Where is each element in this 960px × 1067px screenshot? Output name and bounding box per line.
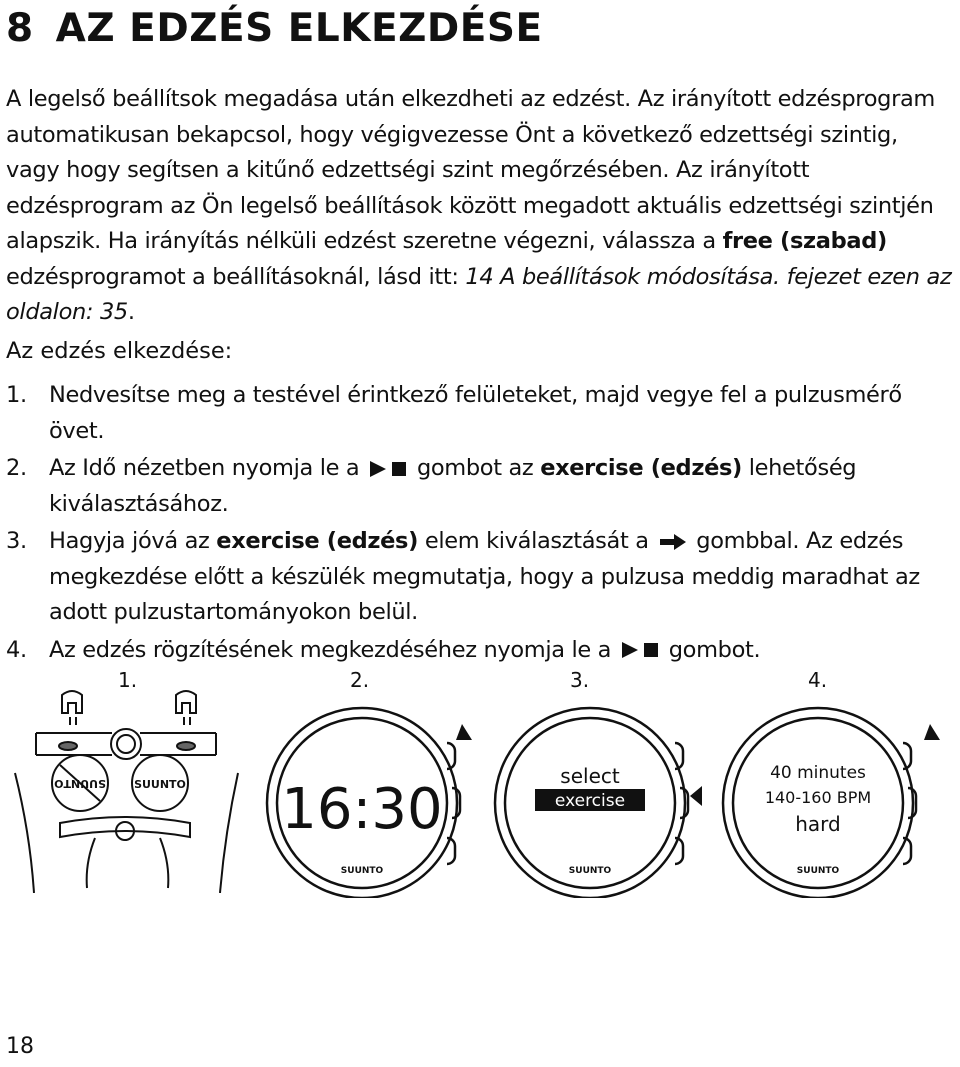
figure-label-3: 3. (570, 668, 590, 692)
step-item (6, 524, 958, 631)
chapter-number: 8 (6, 6, 34, 51)
illustration-row (0, 668, 960, 898)
watch-brand: SUUNTO (568, 866, 612, 876)
figure-label-2: 2. (350, 668, 370, 692)
step-item (6, 633, 958, 669)
step-text: Az edzés rögzítésének megkezdéséhez nyomja le a (49, 636, 612, 663)
free-term: free (szabad) (722, 228, 887, 254)
step-item (6, 378, 958, 449)
step-text: gombot az (410, 455, 541, 481)
start-stop-icon (620, 640, 660, 660)
step-item (6, 451, 958, 522)
watch-line-1: 40 minutes (770, 763, 866, 783)
steps-list (6, 378, 958, 670)
step-text: Hagyja jóvá az (49, 528, 217, 554)
step-text: Nedvesítse meg a testével érintkező felületeket, majd vegye fel a pulzusmérő övet. (49, 382, 902, 444)
watch-brand: SUUNTO (340, 866, 384, 876)
steps-heading: Az edzés elkezdése: (6, 338, 233, 364)
sensor-brand-text: SUUNTO (134, 778, 186, 791)
intro-text-1: A legelső beállítsok megadása után elkezdheti az edzést. Az irányított edzésprogram automatikusan bekapcsol, hogy végigvezesse Önt a következő edzettségi szintig, vagy hogy segítsen a kitűnő edzettségi szint megőrzésében. Az irányított edzésprogram az Ön legelső beállítások között megadott aktuális edzettségi szintjén alapszik. Ha irányítás nélküli edzést szeretne végezni, válassza a (6, 86, 935, 254)
step-number: 4. (6, 636, 27, 663)
watch-line-1: select (560, 764, 620, 788)
exercise-term: exercise (edzés) (216, 528, 419, 554)
enter-arrow-icon (658, 532, 688, 552)
watch-select-exercise (490, 688, 712, 898)
step-number: 3. (6, 528, 27, 554)
step-text: elem kiválasztását a (418, 528, 649, 554)
figure-label-1: 1. (118, 668, 138, 692)
intro-paragraph (6, 82, 956, 331)
watch-hr-range (718, 688, 960, 898)
start-stop-icon (368, 459, 408, 479)
exercise-term: exercise (edzés) (540, 455, 742, 481)
page-number: 18 (6, 1034, 34, 1059)
sensor-brand-text-flipped: SUUNTO (54, 777, 106, 790)
watch-line-3: hard (795, 812, 841, 836)
step-text: gombot. (661, 636, 761, 663)
press-indicator-icon (690, 786, 702, 806)
watch-time-display: 16:30 (281, 777, 443, 842)
chapter-heading-text: AZ EDZÉS ELKEZDÉSE (55, 6, 543, 51)
step-number: 1. (6, 382, 27, 408)
watch-brand: SUUNTO (796, 866, 840, 876)
cross-reference-link[interactable]: 14 A beállítások módosítása. fejezet ezen az oldalon: 35 (6, 263, 952, 325)
step-number: 2. (6, 455, 27, 481)
step-text: gombbal. Az edzés megkezdése előtt a készülék megmutatja, hogy a pulzusa meddig maradhat az adott pulzustartományokon belül. (49, 528, 920, 625)
step-text: lehetőség kiválasztásához. (49, 455, 857, 517)
press-indicator-icon (456, 724, 472, 740)
watch-time-view (262, 688, 484, 898)
intro-text-2: edzésprogramot a beállításoknál, lásd itt: (6, 263, 466, 290)
press-indicator-icon (924, 724, 940, 740)
intro-text-3: . (127, 299, 135, 325)
water-drop-icon (62, 691, 196, 725)
step-text: Az Idő nézetben nyomja le a (49, 455, 360, 481)
heart-rate-belt-illustration (0, 683, 260, 893)
figure-label-4: 4. (808, 668, 828, 692)
chapter-title (6, 6, 543, 51)
watch-line-2: 140-160 BPM (764, 788, 872, 807)
watch-line-2-highlighted: exercise (554, 791, 626, 811)
